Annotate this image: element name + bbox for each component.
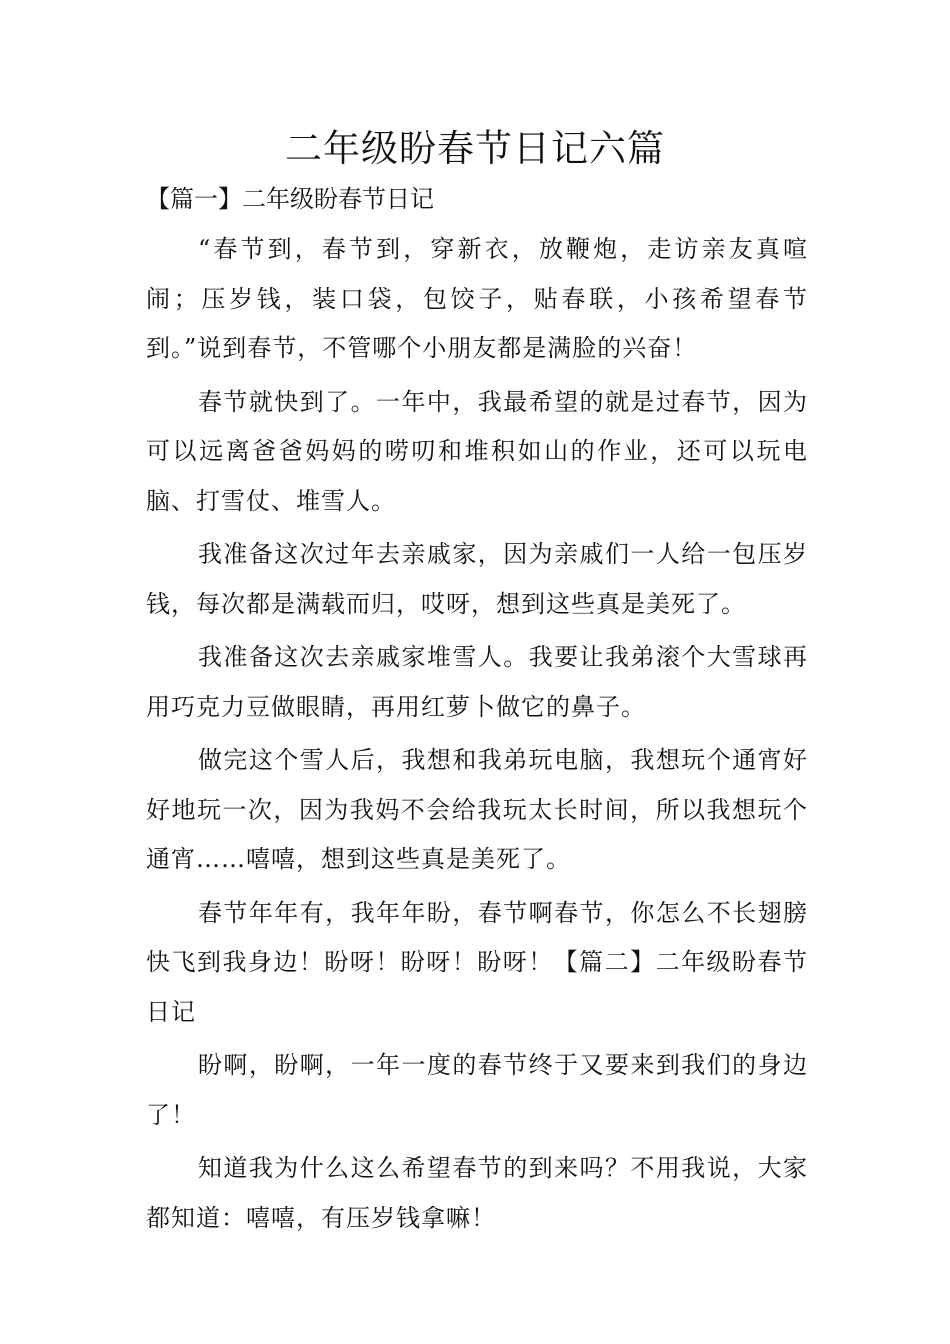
paragraph: 盼啊，盼啊，一年一度的春节终于又要来到我们的身边了！: [146, 1051, 808, 1129]
paragraph: 春节就快到了。一年中，我最希望的就是过春节，因为可以远离爸爸妈妈的唠叨和堆积如山的作业，还可以玩电脑、打雪仗、堆雪人。: [146, 387, 808, 515]
paragraph: “春节到，春节到，穿新衣，放鞭炮，走访亲友真喧闹；压岁钱，装口袋，包饺子，贴春联，小孩希望春节到。”说到春节，不管哪个小朋友都是满脸的兴奋！: [146, 235, 808, 362]
paragraph: 春节年年有，我年年盼，春节啊春节，你怎么不长翅膀快飞到我身边！盼呀！盼呀！盼呀！【篇二】二年级盼春节日记: [146, 898, 808, 1026]
paragraph: 知道我为什么这么希望春节的到来吗？不用我说，大家都知道：嘻嘻，有压岁钱拿嘛！: [146, 1154, 808, 1232]
paragraph: 我准备这次过年去亲戚家，因为亲戚们一人给一包压岁钱，每次都是满载而归，哎呀，想到这些真是美死了。: [146, 540, 808, 618]
section-heading: 【篇一】二年级盼春节日记: [146, 185, 434, 213]
paragraph: 做完这个雪人后，我想和我弟玩电脑，我想玩个通宵好好地玩一次，因为我妈不会给我玩太长时间，所以我想玩个通宵……嘻嘻，想到这些真是美死了。: [146, 746, 808, 873]
document-body: [146, 225, 808, 1247]
document-title: 二年级盼春节日记六篇: [285, 127, 665, 170]
paragraph: 我准备这次去亲戚家堆雪人。我要让我弟滚个大雪球再用巧克力豆做眼睛，再用红萝卜做它的鼻子。: [146, 643, 808, 721]
